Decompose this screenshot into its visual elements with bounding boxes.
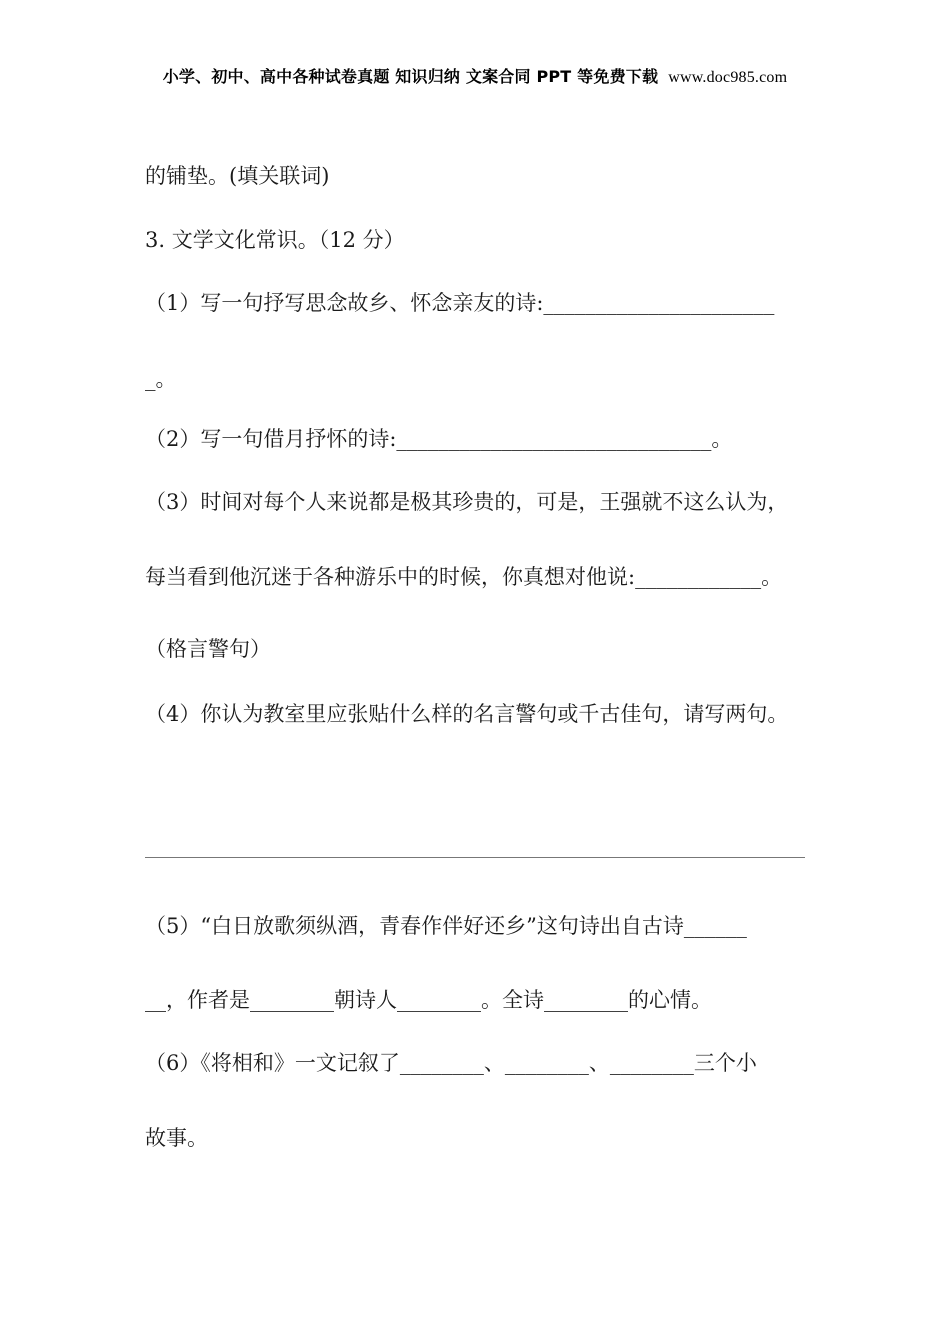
answer-blank-line[interactable] (145, 857, 805, 858)
question-4: （4）你认为教室里应张贴什么样的名言警句或千古佳句，请写两句。 (145, 702, 789, 726)
page-header (0, 64, 950, 87)
question-1: （1）写一句抒写思念故乡、怀念亲友的诗:______________________ (145, 291, 775, 315)
section-title: 3. 文学文化常识。（12 分） (145, 228, 405, 252)
question-1-tail: _。 (145, 367, 177, 391)
header-title: 小学、初中、高中各种试卷真题 知识归纳 文案合同 PPT 等免费下载 (162, 67, 659, 86)
question-6-line-2: 故事。 (145, 1126, 208, 1150)
header-url[interactable]: www.doc985.com (668, 69, 788, 86)
question-3-hint: （格言警句） (145, 637, 271, 661)
question-5-line-2: __，作者是________朝诗人________。全诗________的心情。 (145, 988, 712, 1012)
question-5-line-1: （5）“白日放歌须纵酒，青春作伴好还乡”这句诗出自古诗______ (145, 914, 747, 938)
question-3-line-1: （3）时间对每个人来说都是极其珍贵的，可是，王强就不这么认为， (145, 490, 789, 514)
line-continuation: 的铺垫。(填关联词) (145, 164, 330, 188)
question-6-line-1: （6）《将相和》一文记叙了________、________、________三个小 (145, 1051, 757, 1075)
question-3-line-2: 每当看到他沉迷于各种游乐中的时候，你真想对他说:____________。 (145, 565, 783, 589)
question-2: （2）写一句借月抒怀的诗:______________________________。 (145, 427, 733, 451)
